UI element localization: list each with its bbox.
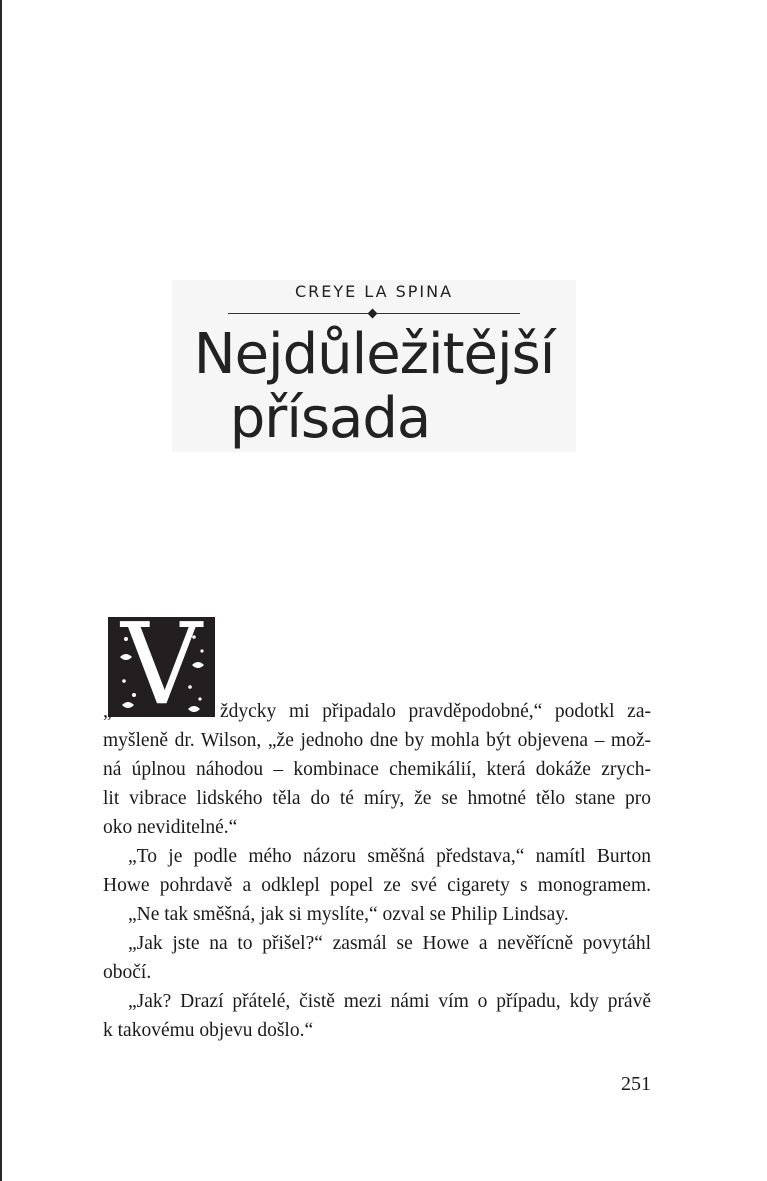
text-line: oko neviditelné.“ <box>103 817 238 838</box>
chapter-title-line-1: Nejdůležitější <box>193 322 555 387</box>
drop-cap <box>108 600 215 730</box>
text-line: ždycky mi připadalo pravděpodobné,“ podotkl za- <box>220 701 651 722</box>
text-line: Howe pohrdavě a odklepl popel ze své cigarety s monogramem. <box>103 875 651 896</box>
text-line: myšleně dr. Wilson, „že jednoho dne by mohla být objevena – mož- <box>103 730 651 751</box>
text-line: „To je podle mého názoru směšná představa,“ namítl Burton <box>128 846 651 867</box>
divider-ornament-icon <box>368 309 378 319</box>
page-number: 251 <box>621 1073 651 1095</box>
text-line: „Jak jste na to přišel?“ zasmál se Howe a nevěřícně povytáhl <box>128 933 651 954</box>
text-line: ná úplnou náhodou – kombinace chemikálií, která dokáže zrych- <box>103 759 651 780</box>
text-line: obočí. <box>103 962 152 983</box>
text-line: „Ne tak směšná, jak si myslíte,“ ozval se Philip Lindsay. <box>128 904 569 925</box>
text-line: k takovému objevu došlo.“ <box>103 1020 314 1041</box>
page-edge-line <box>0 0 2 1181</box>
drop-cap-letter: V <box>121 600 202 730</box>
text-line: „Jak? Drazí přátelé, čistě mezi námi vím o případu, kdy právě <box>128 991 651 1012</box>
chapter-title-block <box>172 280 576 452</box>
text-line: lit vibrace lidského těla do té míry, že se hmotné tělo stane pro <box>103 788 651 809</box>
chapter-title-line-2: přísada <box>229 386 431 451</box>
chapter-author: CREYE LA SPINA <box>294 282 454 301</box>
opening-quote-mark: „ <box>103 701 112 722</box>
